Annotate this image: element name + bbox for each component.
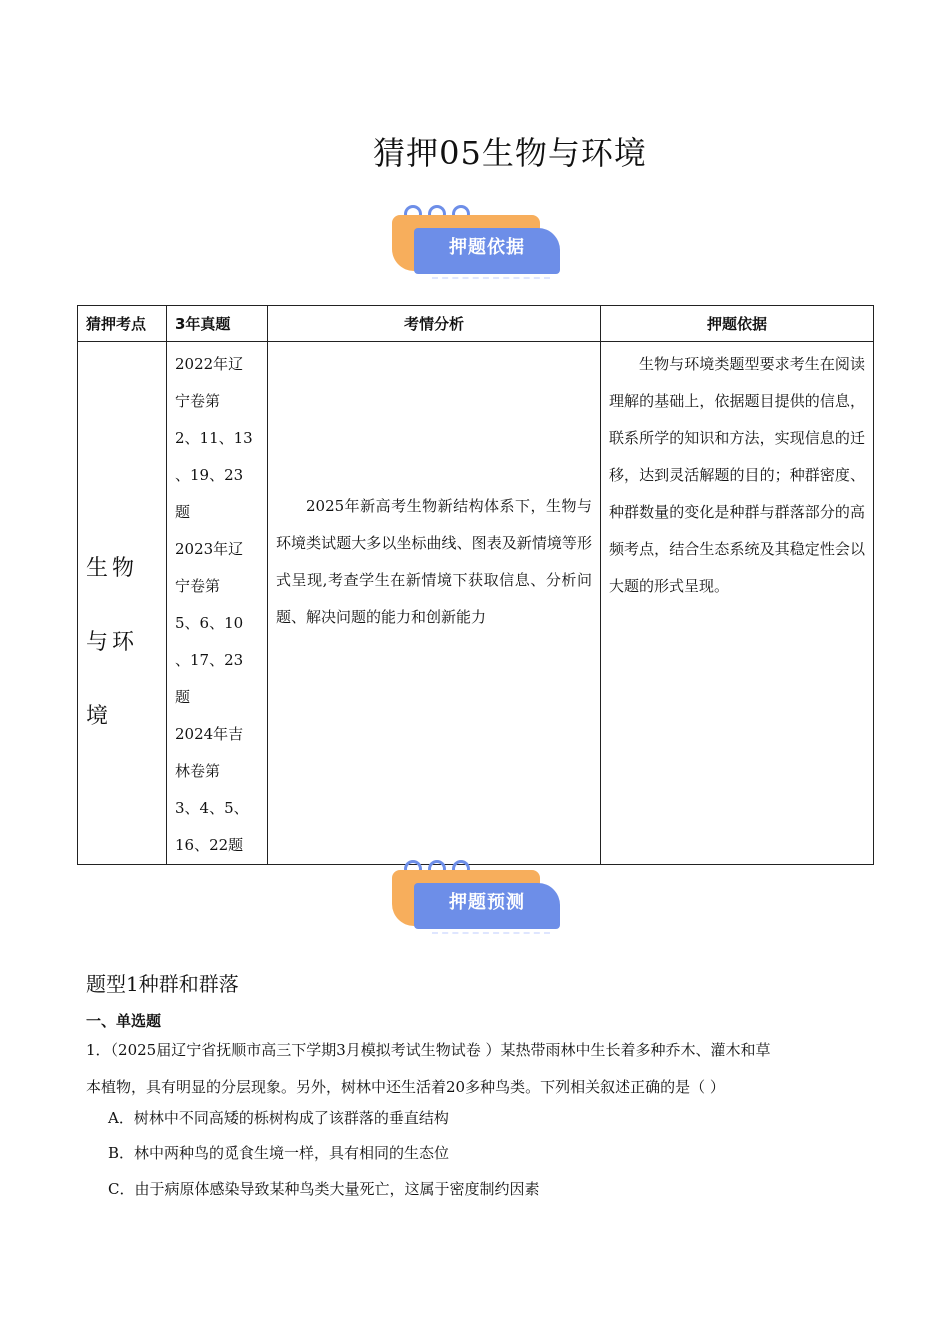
table-header-row bbox=[78, 306, 874, 342]
section-heading: 题型1种群和群落 bbox=[86, 972, 239, 996]
year-line: 题 bbox=[175, 503, 191, 521]
option-a[interactable]: A．树林中不同高矮的栎树构成了该群落的垂直结构 bbox=[108, 1109, 449, 1127]
year-line: 2022年辽 bbox=[175, 355, 244, 373]
basis-cell: 生物与环境类题型要求考生在阅读理解的基础上，依据题目提供的信息，联系所学的知识和方法，实现信息的迁移，达到灵活解题的目的；种群密度、种群数量的变化是种群与群落部分的高频考点，结合生态系统及其稳定性会以大题的形式呈现。 bbox=[601, 342, 874, 865]
section-badge-basis bbox=[392, 205, 564, 285]
section-badge-prediction bbox=[392, 860, 564, 940]
badge-label: 押题依据 bbox=[414, 228, 560, 274]
year-line: 林卷第 bbox=[175, 762, 221, 780]
year-line: 、17、23 bbox=[175, 651, 244, 669]
year-line: 2024年吉 bbox=[175, 725, 244, 743]
year-line: 题 bbox=[175, 688, 191, 706]
question-source: （2025届辽宁省抚顺市高三下学期3月模拟考试生物试卷 ） bbox=[110, 1041, 501, 1059]
analysis-cell: 2025年新高考生物新结构体系下，生物与环境类试题大多以坐标曲线、图表及新情境等形式呈现,考查学生在新情境下获取信息、分析问题、解决问题的能力和创新能力 bbox=[268, 342, 601, 865]
badge-label: 押题预测 bbox=[414, 883, 560, 929]
badge-dash-line bbox=[432, 277, 550, 279]
topic-cell: 生物与环境 bbox=[78, 342, 167, 865]
option-c[interactable]: C．由于病原体感染导致某种鸟类大量死亡，这属于密度制约因素 bbox=[108, 1180, 540, 1198]
header-basis: 押题依据 bbox=[601, 306, 874, 342]
page-title: 猜押05生物与环境 bbox=[373, 134, 647, 172]
question-stem-b: 本植物，具有明显的分层现象。另外，树林中还生活着20多种鸟类。下列相关叙述正确的是（ ） bbox=[86, 1078, 725, 1096]
question-stem-a: 某热带雨林中生长着多种乔木、灌木和草 bbox=[500, 1041, 771, 1059]
header-topic: 猜押考点 bbox=[78, 306, 167, 342]
year-line: 16、22题 bbox=[175, 836, 244, 854]
question-line-1 bbox=[86, 1032, 866, 1069]
header-analysis: 考情分析 bbox=[268, 306, 601, 342]
exam-info-table bbox=[77, 305, 874, 865]
year-line: 、19、23 bbox=[175, 466, 244, 484]
question-1 bbox=[86, 1032, 866, 1106]
year-line: 2、11、13 bbox=[175, 429, 253, 447]
table-row bbox=[78, 342, 874, 865]
year-line: 宁卷第 bbox=[175, 392, 221, 410]
year-line: 宁卷第 bbox=[175, 577, 221, 595]
badge-dash-line bbox=[432, 932, 550, 934]
year-line: 2023年辽 bbox=[175, 540, 244, 558]
years-cell bbox=[167, 342, 268, 865]
year-line: 5、6、10 bbox=[175, 614, 244, 632]
option-b[interactable]: B．林中两种鸟的觅食生境一样，具有相同的生态位 bbox=[108, 1144, 450, 1162]
header-years: 3年真题 bbox=[167, 306, 268, 342]
question-number: 1． bbox=[86, 1041, 111, 1059]
subsection-heading: 一、单选题 bbox=[86, 1012, 162, 1030]
year-line: 3、4、5、 bbox=[175, 799, 249, 817]
